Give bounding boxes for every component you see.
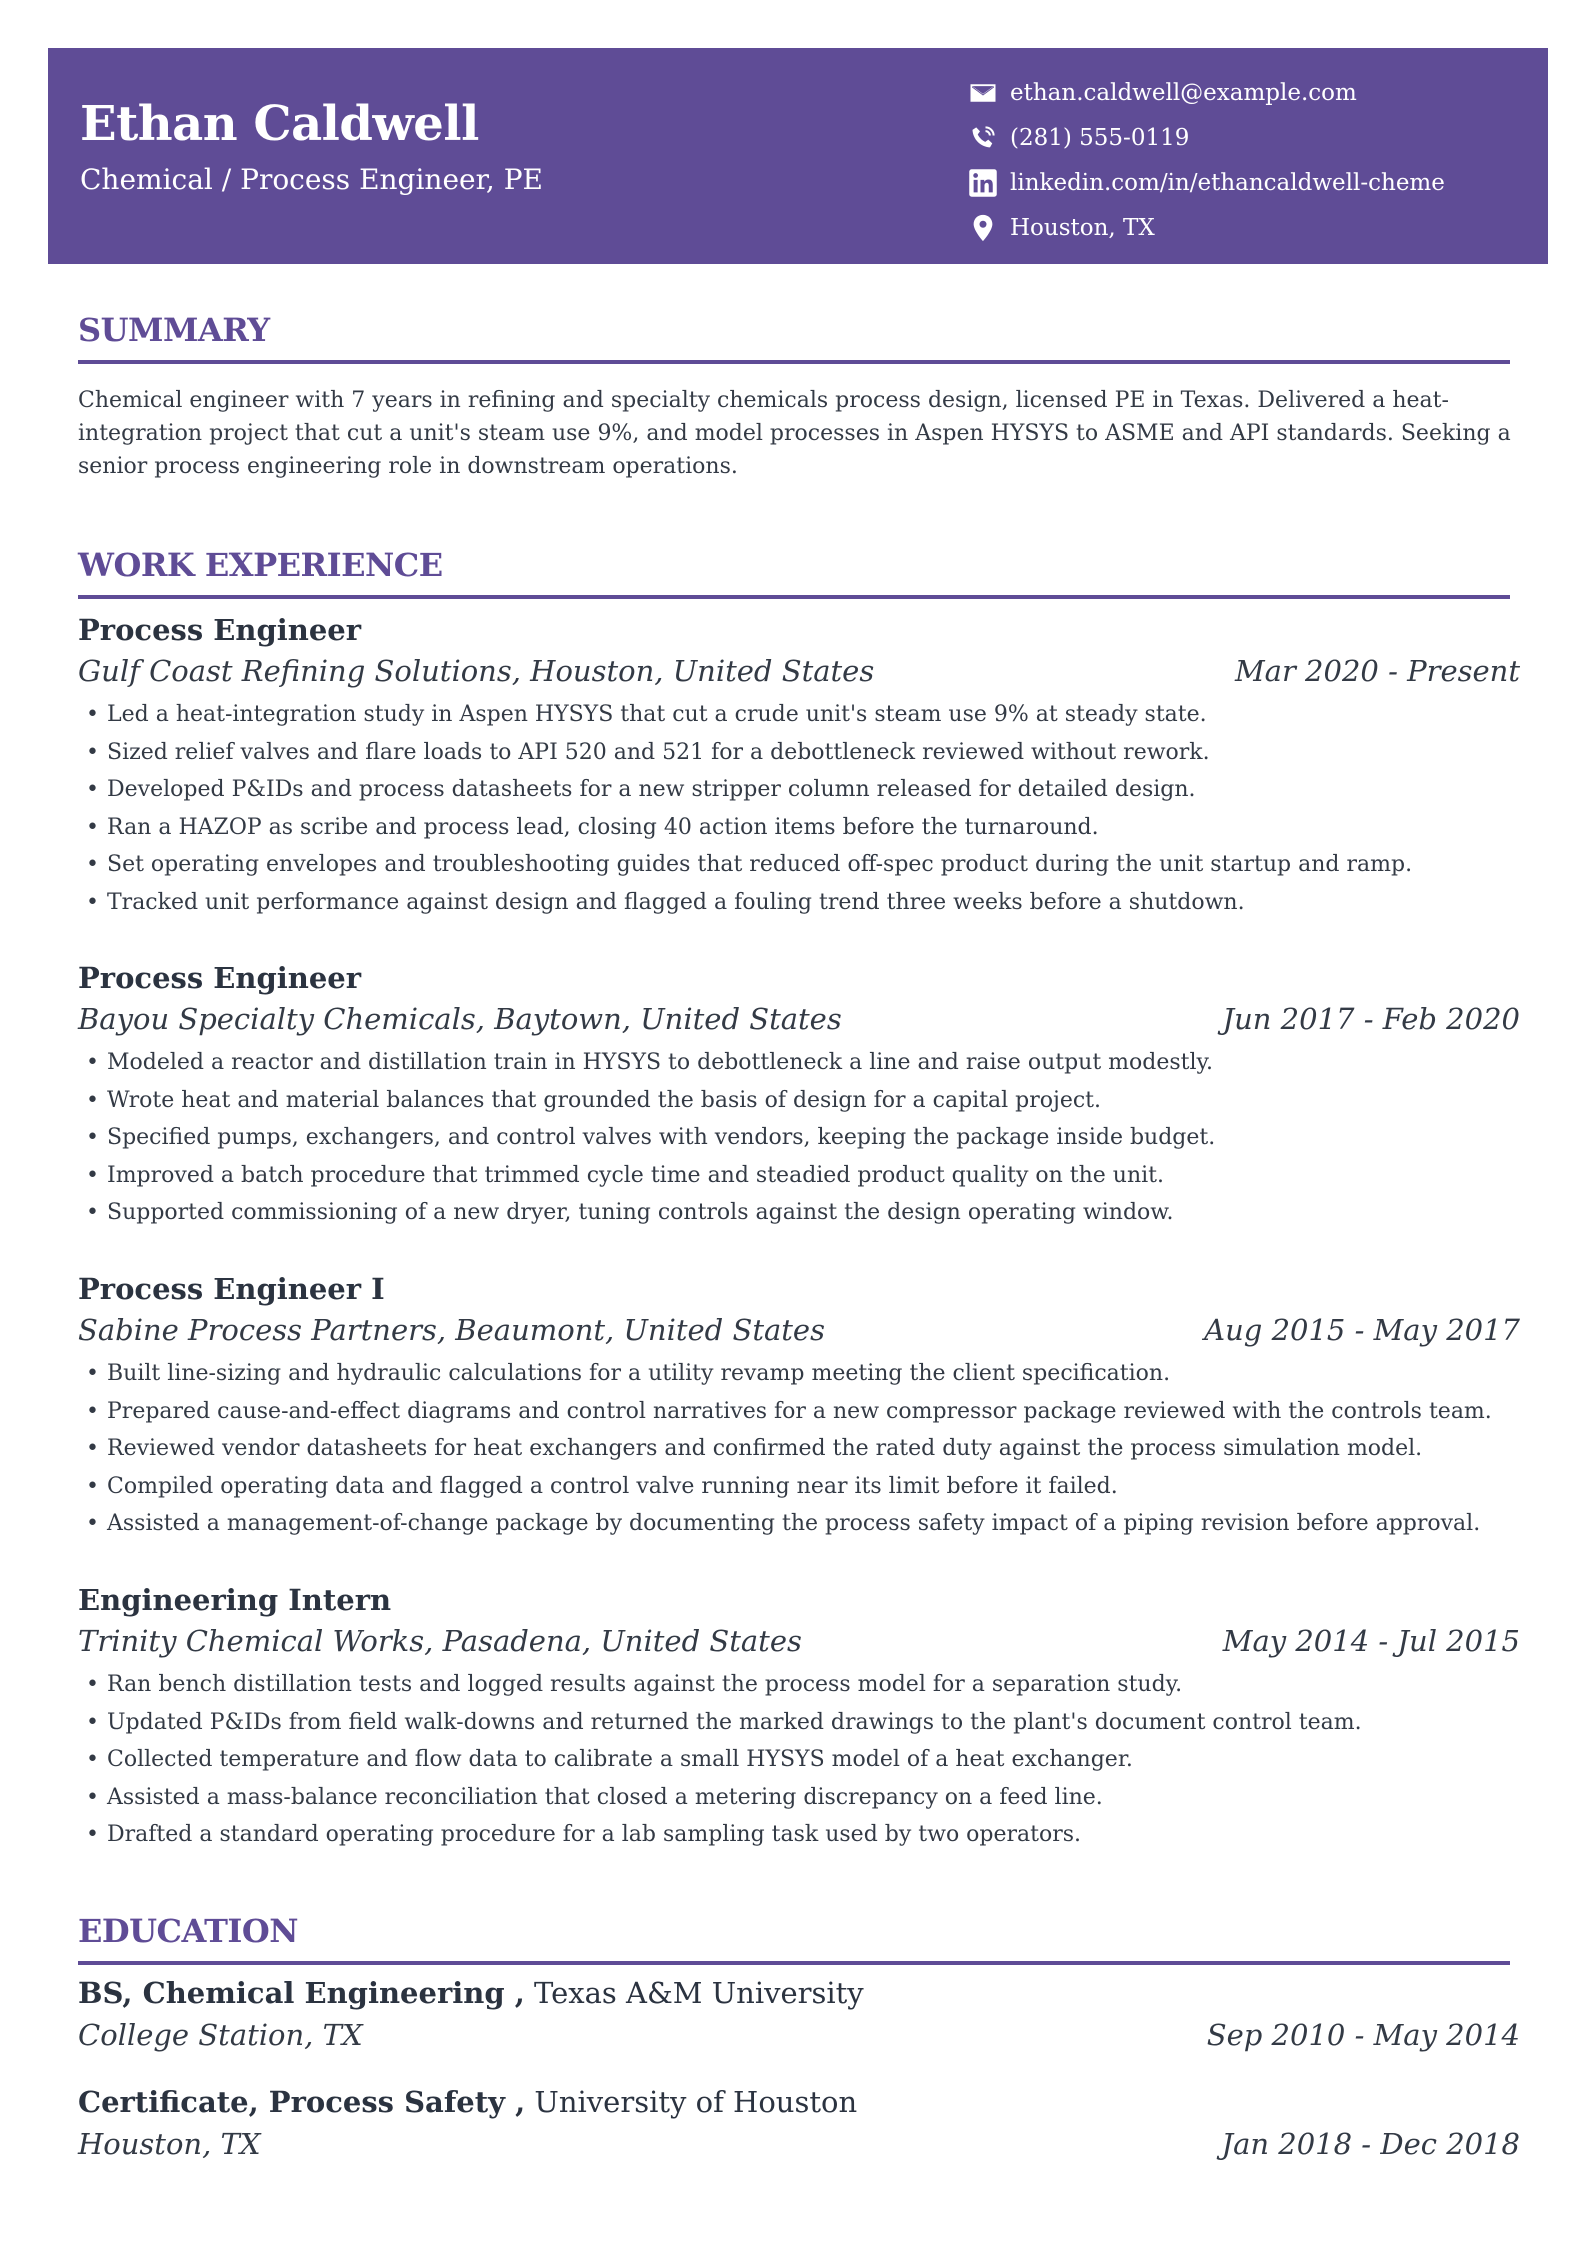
job-company: Sabine Process Partners, Beaumont, United States xyxy=(78,1313,825,1347)
job-entry xyxy=(78,958,1520,1232)
job-bullet: • Drafted a standard operating procedure for a lab sampling task used by two operators. xyxy=(78,1816,1520,1854)
job-company-row xyxy=(78,650,1520,692)
linkedin-icon xyxy=(968,168,998,198)
phone-text: (281) 555-0119 xyxy=(1010,124,1190,151)
job-bullet: • Collected temperature and flow data to calibrate a small HYSYS model of a heat exchanger. xyxy=(78,1741,1520,1779)
header-band xyxy=(48,48,1548,264)
job-bullet: • Compiled operating data and flagged a control valve running near its limit before it failed. xyxy=(78,1468,1520,1506)
job-bullets xyxy=(78,696,1520,922)
job-company-row xyxy=(78,1620,1520,1662)
education-degree: BS, Chemical Engineering , xyxy=(78,1976,525,2010)
education-school: Texas A&M University xyxy=(524,1976,864,2010)
education-location: College Station, TX xyxy=(78,2018,363,2052)
job-entry xyxy=(78,1580,1520,1854)
job-dates: Jun 2017 - Feb 2020 xyxy=(1222,1002,1520,1036)
contact-email[interactable] xyxy=(968,70,1445,115)
job-bullet: • Supported commissioning of a new dryer, tuning controls against the design operating window. xyxy=(78,1194,1520,1232)
candidate-name: Ethan Caldwell xyxy=(80,96,479,152)
job-bullet: • Reviewed vendor datasheets for heat exchangers and confirmed the rated duty against the process simulation model. xyxy=(78,1430,1520,1468)
education-location-row xyxy=(78,2014,1520,2056)
education-location-row xyxy=(78,2123,1520,2165)
education-section xyxy=(78,1911,1510,1965)
job-bullet: • Sized relief valves and flare loads to API 520 and 521 for a debottleneck reviewed without rework. xyxy=(78,734,1520,772)
experience-divider xyxy=(78,595,1510,599)
experience-section xyxy=(78,545,1510,599)
summary-heading: SUMMARY xyxy=(78,311,270,349)
job-dates: May 2014 - Jul 2015 xyxy=(1222,1624,1520,1658)
job-bullet: • Set operating envelopes and troubleshooting guides that reduced off-spec product during the unit startup and ramp. xyxy=(78,846,1520,884)
job-company: Trinity Chemical Works, Pasadena, United States xyxy=(78,1624,802,1658)
education-degree-row xyxy=(78,1972,1520,2014)
job-bullets xyxy=(78,1666,1520,1854)
job-company: Gulf Coast Refining Solutions, Houston, United States xyxy=(78,654,875,688)
education-degree-row xyxy=(78,2081,1520,2123)
job-company: Bayou Specialty Chemicals, Baytown, United States xyxy=(78,1002,842,1036)
summary-text: Chemical engineer with 7 years in refining and specialty chemicals process design, licensed PE in Texas. Delivered a heat-integration project that cut a unit's steam use 9%, and model processes in Aspen HYSYS to ASME and API standards. Seeking a senior process engineering role in downstream operations. xyxy=(78,388,1511,479)
job-bullet: • Wrote heat and material balances that grounded the basis of design for a capital project. xyxy=(78,1082,1520,1120)
job-entry xyxy=(78,610,1520,922)
location-pin-icon xyxy=(968,213,998,243)
job-title: Process Engineer xyxy=(78,613,362,647)
job-bullet: • Developed P&IDs and process datasheets for a new stripper column released for detailed design. xyxy=(78,771,1520,809)
job-bullet: • Tracked unit performance against design and flagged a fouling trend three weeks before a shutdown. xyxy=(78,884,1520,922)
job-bullet: • Updated P&IDs from field walk-downs and returned the marked drawings to the plant's document control team. xyxy=(78,1704,1520,1742)
job-title: Engineering Intern xyxy=(78,1583,392,1617)
email-icon xyxy=(968,78,998,108)
job-bullets xyxy=(78,1044,1520,1232)
job-bullet: • Prepared cause-and-effect diagrams and control narratives for a new compressor package reviewed with the controls team. xyxy=(78,1393,1520,1431)
job-dates: Aug 2015 - May 2017 xyxy=(1204,1313,1520,1347)
education-dates: Sep 2010 - May 2014 xyxy=(1206,2018,1520,2052)
job-entry xyxy=(78,1269,1520,1543)
summary-divider xyxy=(78,360,1510,364)
job-title: Process Engineer I xyxy=(78,1272,385,1306)
education-entry xyxy=(78,1972,1520,2056)
contact-list xyxy=(968,70,1445,250)
education-school: University of Houston xyxy=(525,2085,858,2119)
education-dates: Jan 2018 - Dec 2018 xyxy=(1221,2127,1520,2161)
job-dates: Mar 2020 - Present xyxy=(1234,654,1520,688)
job-bullets xyxy=(78,1355,1520,1543)
contact-linkedin[interactable] xyxy=(968,160,1445,205)
candidate-headline: Chemical / Process Engineer, PE xyxy=(80,163,543,196)
location-text: Houston, TX xyxy=(1010,214,1155,241)
job-bullet: • Assisted a mass-balance reconciliation that closed a metering discrepancy on a feed line. xyxy=(78,1779,1520,1817)
summary-section xyxy=(78,310,1510,483)
job-bullet: • Modeled a reactor and distillation train in HYSYS to debottleneck a line and raise output modestly. xyxy=(78,1044,1520,1082)
contact-location xyxy=(968,205,1445,250)
job-company-row xyxy=(78,1309,1520,1351)
education-list xyxy=(78,1972,1520,2165)
job-bullet: • Ran a HAZOP as scribe and process lead, closing 40 action items before the turnaround. xyxy=(78,809,1520,847)
job-bullet: • Improved a batch procedure that trimmed cycle time and steadied product quality on the unit. xyxy=(78,1157,1520,1195)
education-location: Houston, TX xyxy=(78,2127,261,2161)
education-heading: EDUCATION xyxy=(78,1912,298,1950)
education-degree: Certificate, Process Safety , xyxy=(78,2085,526,2119)
job-title: Process Engineer xyxy=(78,961,362,995)
experience-heading: WORK EXPERIENCE xyxy=(78,546,443,584)
email-text: ethan.caldwell@example.com xyxy=(1010,79,1357,106)
job-bullet: • Assisted a management-of-change package by documenting the process safety impact of a piping revision before approval. xyxy=(78,1505,1520,1543)
education-divider xyxy=(78,1961,1510,1965)
contact-phone[interactable] xyxy=(968,115,1445,160)
job-bullet: • Ran bench distillation tests and logged results against the process model for a separation study. xyxy=(78,1666,1520,1704)
phone-icon xyxy=(968,123,998,153)
job-bullet: • Specified pumps, exchangers, and control valves with vendors, keeping the package inside budget. xyxy=(78,1119,1520,1157)
job-bullet: • Built line-sizing and hydraulic calculations for a utility revamp meeting the client specification. xyxy=(78,1355,1520,1393)
education-entry xyxy=(78,2081,1520,2165)
job-bullet: • Led a heat-integration study in Aspen HYSYS that cut a crude unit's steam use 9% at steady state. xyxy=(78,696,1520,734)
linkedin-text: linkedin.com/in/ethancaldwell-cheme xyxy=(1010,169,1445,196)
job-company-row xyxy=(78,998,1520,1040)
